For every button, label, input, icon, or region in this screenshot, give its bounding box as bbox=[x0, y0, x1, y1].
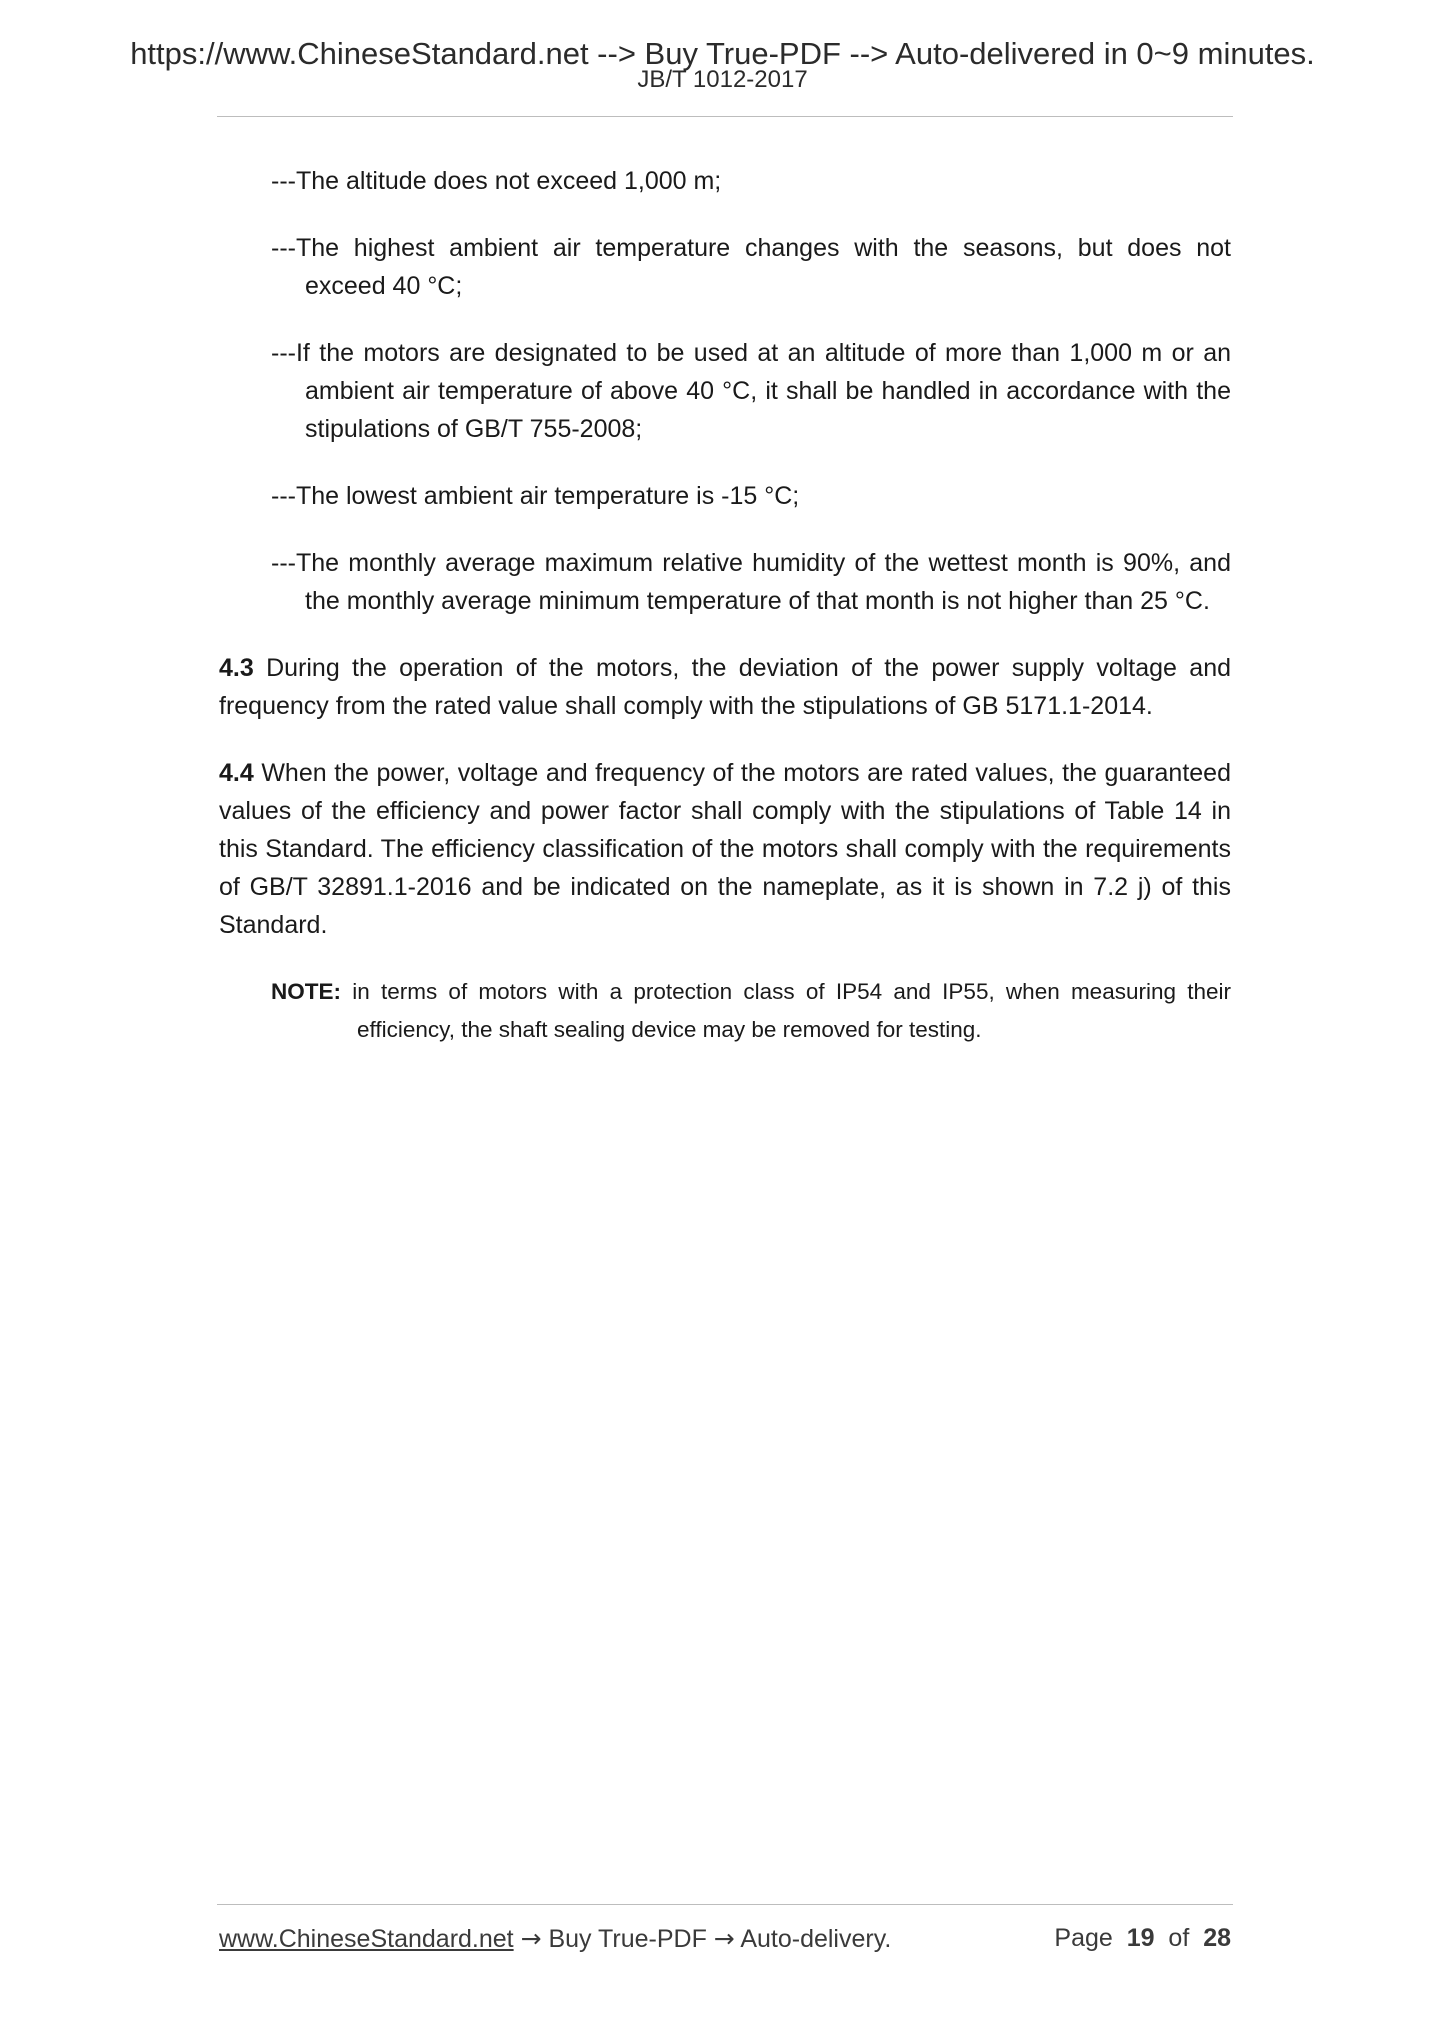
page-body bbox=[219, 162, 1231, 1049]
note-label: NOTE: bbox=[271, 979, 341, 1004]
clause-number: 4.4 bbox=[219, 759, 254, 787]
standard-code: JB/T 1012-2017 bbox=[637, 66, 808, 93]
page-label: Page bbox=[1054, 1924, 1113, 1952]
site-link[interactable]: www.ChineseStandard.net bbox=[219, 1925, 514, 1953]
clause-number: 4.3 bbox=[219, 654, 254, 682]
total-pages: 28 bbox=[1203, 1924, 1231, 1952]
condition-max-temperature: ---The highest ambient air temperature changes with the seasons, but does not exceed 40 °C; bbox=[271, 234, 1231, 300]
condition-min-temperature: ---The lowest ambient air temperature is -15 °C; bbox=[271, 482, 800, 510]
page-footer bbox=[219, 1924, 1231, 1954]
clause-text: When the power, voltage and frequency of the motors are rated values, the guaranteed values of the efficiency and power factor shall comply with the stipulations of Table 14 in this Standard. The efficiency classification of the motors shall comply with the requirements of GB/T 32891.1-2016 and be indicated on the nameplate, as it is shown in 7.2 j) of this Standard. bbox=[219, 759, 1231, 939]
buy-true-pdf-text: Buy True-PDF bbox=[541, 1925, 714, 1953]
clause-text: During the operation of the motors, the deviation of the power supply voltage and frequency from the rated value shall comply with the stipulations of GB 5171.1-2014. bbox=[219, 654, 1231, 720]
condition-altitude: ---The altitude does not exceed 1,000 m; bbox=[271, 167, 722, 195]
note-text: in terms of motors with a protection class of IP54 and IP55, when measuring their efficiency, the shaft sealing device may be removed for testing. bbox=[341, 979, 1231, 1042]
condition-humidity: ---The monthly average maximum relative humidity of the wettest month is 90%, and the monthly average minimum temperature of that month is not higher than 25 °C. bbox=[271, 549, 1231, 615]
clause-4-3 bbox=[219, 649, 1231, 725]
page-indicator bbox=[1054, 1924, 1231, 1953]
right-arrow-icon: → bbox=[520, 1924, 542, 1953]
right-arrow-icon: → bbox=[713, 1924, 735, 1953]
header-divider bbox=[217, 116, 1233, 117]
of-label: of bbox=[1168, 1924, 1190, 1952]
condition-high-altitude-handling: ---If the motors are designated to be used at an altitude of more than 1,000 m or an ambient air temperature of above 40 °C, it shall be handled in accordance with the stipulations of GB/T 755-2008; bbox=[271, 339, 1231, 443]
clause-4-4 bbox=[219, 754, 1231, 944]
page-number: 19 bbox=[1126, 1924, 1155, 1952]
source-banner: https://www.ChineseStandard.net --> Buy True-PDF --> Auto-delivered in 0~9 minutes. bbox=[130, 36, 1315, 71]
note bbox=[271, 973, 1231, 1049]
footer-divider bbox=[217, 1904, 1233, 1905]
auto-delivery-text: Auto-delivery. bbox=[734, 1925, 892, 1953]
